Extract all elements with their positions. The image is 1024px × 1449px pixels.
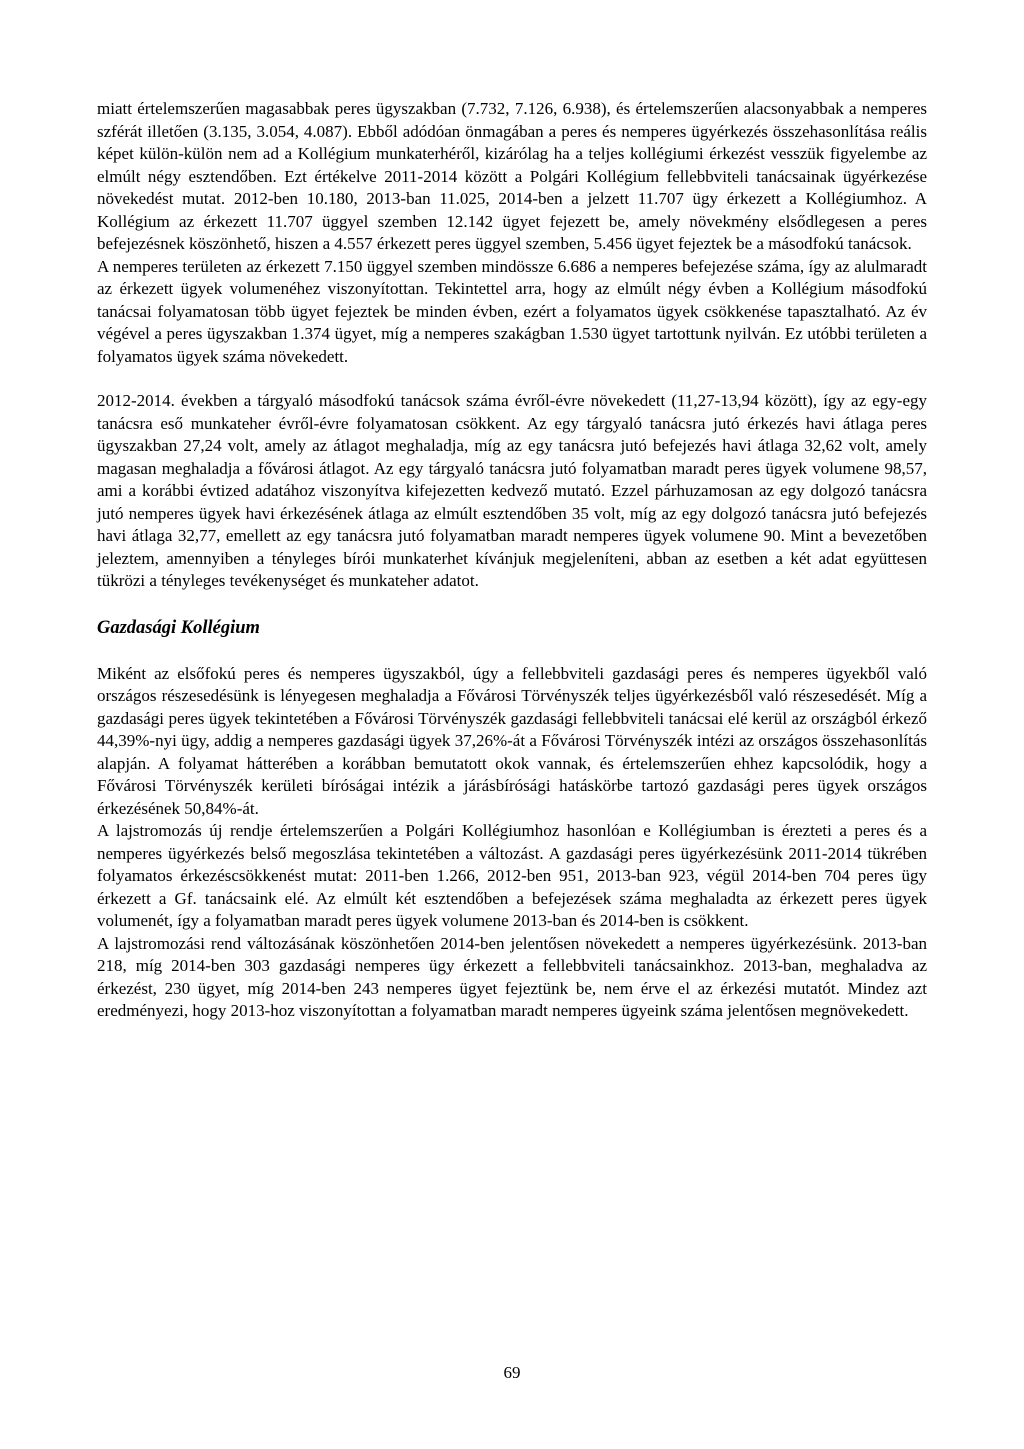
paragraph: Miként az elsőfokú peres és nemperes ügyszakból, úgy a fellebbviteli gazdasági peres és nemperes ügyekből való országos részesedésünk is lényegesen meghaladja a Fővárosi Törvényszék teljes ügyérkezésből való részesedését. Míg a gazdasági peres ügyek tekintetében a Fővárosi Törvényszék gazdasági fellebbviteli tanácsai elé kerül az országból érkező 44,39%-nyi ügy, addig a nemperes gazdasági ügyek 37,26%-át a Fővárosi Törvényszék intézi az országos összehasonlítás alapján. A folyamat hátterében a korábban bemutatott okok vannak, és értelemszerűen ehhez kapcsolódik, hogy a Fővárosi Törvényszék kerületi bíróságai intézik a járásbírósági hatáskörbe tartozó gazdasági peres ügyek országos érkezésének 50,84%-át. bbox=[97, 663, 927, 818]
paragraph: miatt értelemszerűen magasabbak peres ügyszakban (7.732, 7.126, 6.938), és értelemszerűen alacsonyabbak a nemperes szférát illetően (3.135, 3.054, 4.087). Ebből adódóan önmagában a peres és nemperes ügyérkezés összehasonlítása reális képet külön-külön nem ad a Kollégium munkaterhéről, kizárólag ha a teljes kollégiumi érkezést vesszük figyelembe az elmúlt négy esztendőben. Ezt értékelve 2011-2014 között a Polgári Kollégium fellebbviteli tanácsainak ügyérkezése növekedést mutat. 2012-ben 10.180, 2013-ban 11.025, 2014-ben a jelzett 11.707 ügy érkezett a Kollégiumhoz. A Kollégium az érkezett 11.707 üggyel szemben 12.142 ügyet fejezett be, amely növekmény elsődlegesen a peres befejezésnek köszönhető, hiszen a 4.557 érkezett peres üggyel szemben, 5.456 ügyet fejeztek be a másodfokú tanácsok. bbox=[97, 99, 927, 253]
document-page bbox=[97, 98, 927, 1023]
paragraph: A lajstromozási rend változásának köszönhetően 2014-ben jelentősen növekedett a nemperes ügyérkezésünk. 2013-ban 218, míg 2014-ben 303 gazdasági nemperes ügy érkezett a fellebbviteli tanácsainkhoz. 2013-ban, meghaladva az érkezést, 230 ügyet, míg 2014-ben 243 nemperes ügyet fejeztünk be, nem érve el az érkezési mutatót. Mindez azt eredményezi, hogy 2013-hoz viszonyítottan a folyamatban maradt nemperes ügyeink száma jelentősen megnövekedett. bbox=[97, 933, 927, 1020]
paragraph: A nemperes területen az érkezett 7.150 üggyel szemben mindössze 6.686 a nemperes befejezése száma, így az alulmaradt az érkezett ügyek volumenéhez viszonyítottan. Tekintettel arra, hogy az elmúlt négy évben a Kollégium másodfokú tanácsai folyamatosan több ügyet fejeztek be minden évben, ezért a folyamatos ügyek csökkenése tapasztalható. Az év végével a peres ügyszakban 1.374 ügyet, míg a nemperes szakágban 1.530 ügyet tartottunk nyilván. Ez utóbbi területen a folyamatos ügyek száma növekedett. bbox=[97, 256, 927, 366]
paragraph-spacer bbox=[97, 368, 927, 390]
page-number: 69 bbox=[503, 1363, 521, 1382]
section-heading: Gazdasági Kollégium bbox=[97, 617, 260, 638]
paragraph: 2012-2014. években a tárgyaló másodfokú tanácsok száma évről-évre növekedett (11,27-13,94 között), így az egy-egy tanácsra eső munkateher évről-évre folyamatosan csökkent. Az egy tárgyaló tanácsra jutó érkezés havi átlaga peres ügyszakban 27,24 volt, amely az átlagot meghaladja, míg az egy tanácsra jutó befejezés havi átlaga 32,62 volt, amely magasan meghaladja a fővárosi átlagot. Az egy tárgyaló tanácsra jutó folyamatban maradt peres ügyek volumene 98,57, ami a korábbi évtized adatához viszonyítva kifejezetten kedvező mutató. Ezzel párhuzamosan az egy dolgozó tanácsra jutó nemperes ügyek havi érkezésének átlaga az elmúlt esztendőben 35 volt, míg az egy dolgozó tanácsra jutó befejezés havi átlaga 32,77, emellett az egy tanácsra jutó folyamatban maradt nemperes ügyek volumene 90. Mint a bevezetőben jeleztem, amennyiben a tényleges bírói munkaterhet kívánjuk megjeleníteni, abban az esetben a két adat együttesen tükrözi a tényleges tevékenységet és munkateher adatot. bbox=[97, 391, 927, 590]
paragraph: A lajstromozás új rendje értelemszerűen a Polgári Kollégiumhoz hasonlóan e Kollégiumban is érezteti a peres és a nemperes ügyérkezés belső megoszlása tekintetében a változást. A gazdasági peres ügyérkezésünk 2011-2014 tükrében folyamatos érkezéscsökkenést mutat: 2011-ben 1.266, 2012-ben 951, 2013-ban 923, végül 2014-ben 704 peres ügy érkezett a Gf. tanácsaink elé. Az elmúlt két esztendőben a befejezések száma meghaladta az érkezett peres ügyek volumenét, így a folyamatban maradt peres ügyek volumene 2013-ban és 2014-ben is csökkent. bbox=[97, 821, 927, 930]
